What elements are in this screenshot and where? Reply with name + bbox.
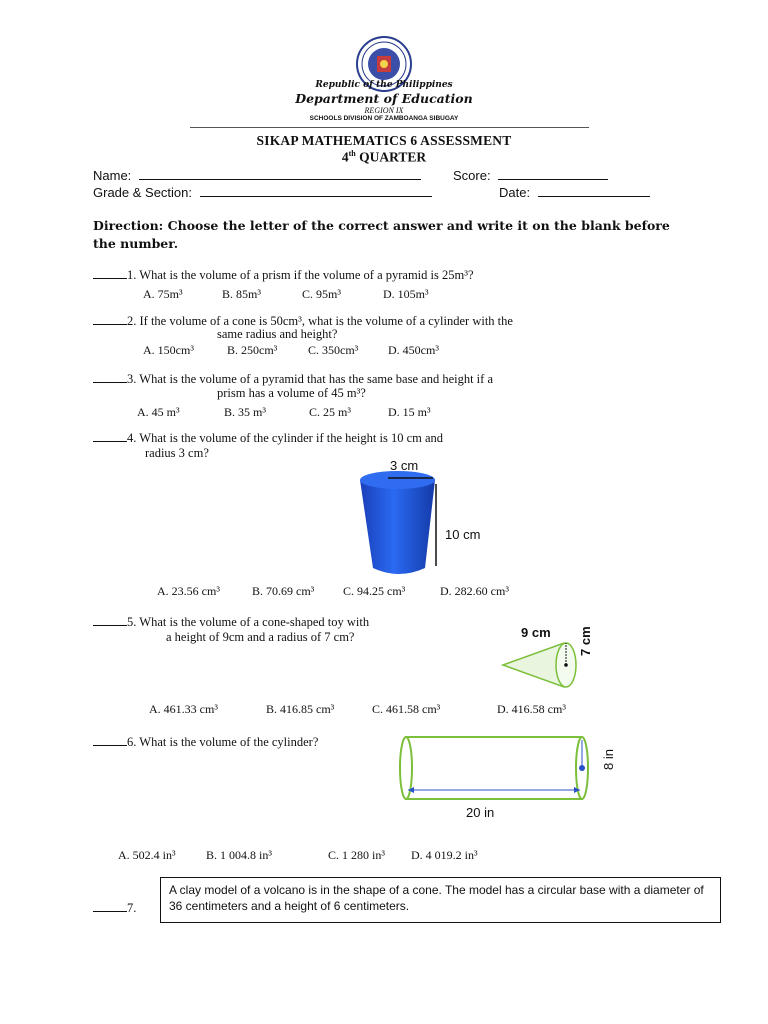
cone-figure [500, 638, 582, 694]
question-5-text-cont: a height of 9cm and a radius of 7 cm? [166, 630, 355, 644]
q2-option-c: C. 350cm³ [308, 343, 359, 357]
question-1: 1. What is the volume of a prism if the volume of a pyramid is 25m³? [93, 267, 474, 283]
header-region: REGION IX [364, 106, 404, 115]
date-field[interactable] [499, 184, 650, 200]
quarter-suffix: th [348, 149, 356, 158]
name-line[interactable] [139, 167, 421, 180]
question-3-text-cont: prism has a volume of 45 m³? [217, 386, 366, 400]
blue-cylinder-figure [355, 468, 455, 580]
q2-option-d: D. 450cm³ [388, 343, 439, 357]
q3-option-b: B. 35 m³ [224, 405, 266, 419]
q6-option-a: A. 502.4 in³ [118, 848, 176, 862]
q5-option-a: A. 461.33 cm³ [149, 702, 218, 716]
answer-blank-5[interactable] [93, 614, 127, 626]
assessment-title: SIKAP MATHEMATICS 6 ASSESSMENT [256, 133, 512, 148]
q5-option-d: D. 416.58 cm³ [497, 702, 566, 716]
direction-text: Direction: Choose the letter of the correct answer and write it on the blank before the number. [93, 218, 670, 251]
answer-blank-6[interactable] [93, 734, 127, 746]
date-line[interactable] [538, 184, 650, 197]
question-1-text: What is the volume of a prism if the volume of a pyramid is 25m³? [139, 268, 474, 282]
q1-option-c: C. 95m³ [302, 287, 341, 301]
q5-height-label: 9 cm [521, 625, 551, 640]
q5-radius-label: 7 cm [578, 626, 593, 656]
q4-option-b: B. 70.69 cm³ [252, 584, 315, 598]
date-label: Date: [499, 185, 531, 200]
grade-section-field[interactable] [93, 184, 432, 200]
score-label: Score: [453, 168, 491, 183]
question-2: 2. If the volume of a cone is 50cm³, what is the volume of a cylinder with the [93, 313, 513, 329]
header-department: Department of Education [295, 91, 473, 106]
question-3: 3. What is the volume of a pyramid that has the same base and height if a [93, 371, 493, 387]
question-3-text: What is the volume of a pyramid that has the same base and height if a [139, 372, 493, 386]
green-cylinder-figure [398, 732, 594, 804]
q2-option-b: B. 250cm³ [227, 343, 278, 357]
quarter-title [0, 149, 768, 166]
grade-section-label: Grade & Section: [93, 185, 192, 200]
header-division: SCHOOLS DIVISION OF ZAMBOANGA SIBUGAY [309, 115, 459, 122]
question-7: 7. [93, 900, 136, 916]
answer-blank-7[interactable] [93, 900, 127, 912]
q4-height-label: 10 cm [445, 527, 481, 542]
q6-diameter-label: 8 in [601, 749, 616, 770]
question-2-text-cont: same radius and height? [217, 327, 338, 341]
q1-option-b: B. 85m³ [222, 287, 261, 301]
answer-blank-3[interactable] [93, 371, 127, 383]
answer-blank-2[interactable] [93, 313, 127, 325]
q6-option-c: C. 1 280 in³ [328, 848, 385, 862]
q3-option-d: D. 15 m³ [388, 405, 431, 419]
grade-section-line[interactable] [200, 184, 432, 197]
name-label: Name: [93, 168, 132, 183]
score-line[interactable] [498, 167, 608, 180]
q6-length-label: 20 in [466, 805, 495, 820]
question-4: 4. What is the volume of the cylinder if the height is 10 cm and [93, 430, 443, 446]
question-2-text: If the volume of a cone is 50cm³, what is the volume of a cylinder with the [139, 314, 513, 328]
q1-option-a: A. 75m³ [143, 287, 183, 301]
question-4-text: What is the volume of the cylinder if the height is 10 cm and [139, 431, 444, 445]
question-4-text-cont: radius 3 cm? [145, 446, 209, 460]
quarter-number: 4 [341, 149, 349, 165]
q1-option-d: D. 105m³ [383, 287, 429, 301]
q2-option-a: A. 150cm³ [143, 343, 194, 357]
q3-option-a: A. 45 m³ [137, 405, 180, 419]
name-field[interactable] [93, 167, 421, 183]
quarter-word: QUARTER [359, 149, 427, 165]
question-5: 5. What is the volume of a cone-shaped toy with [93, 614, 369, 630]
q3-option-c: C. 25 m³ [309, 405, 351, 419]
question-6-text: What is the volume of the cylinder? [139, 735, 319, 749]
answer-blank-4[interactable] [93, 430, 127, 442]
answer-blank-1[interactable] [93, 267, 127, 279]
q4-radius-label: 3 cm [390, 458, 419, 473]
score-field[interactable] [453, 167, 608, 183]
q6-option-d: D. 4 019.2 in³ [411, 848, 478, 862]
q5-option-c: C. 461.58 cm³ [372, 702, 441, 716]
header-divider [190, 127, 589, 128]
question-6: 6. What is the volume of the cylinder? [93, 734, 318, 750]
q4-option-d: D. 282.60 cm³ [440, 584, 509, 598]
q5-option-b: B. 416.85 cm³ [266, 702, 335, 716]
question-5-text: What is the volume of a cone-shaped toy with [139, 615, 370, 629]
q4-option-c: C. 94.25 cm³ [343, 584, 406, 598]
header-republic: Republic of the Philippines [315, 80, 453, 90]
q6-option-b: B. 1 004.8 in³ [206, 848, 272, 862]
q4-option-a: A. 23.56 cm³ [157, 584, 220, 598]
question-7-text: A clay model of a volcano is in the shape of a cone. The model has a circular base with a diameter of 36 centimeters and a height of 6 centimeters. [169, 883, 704, 913]
